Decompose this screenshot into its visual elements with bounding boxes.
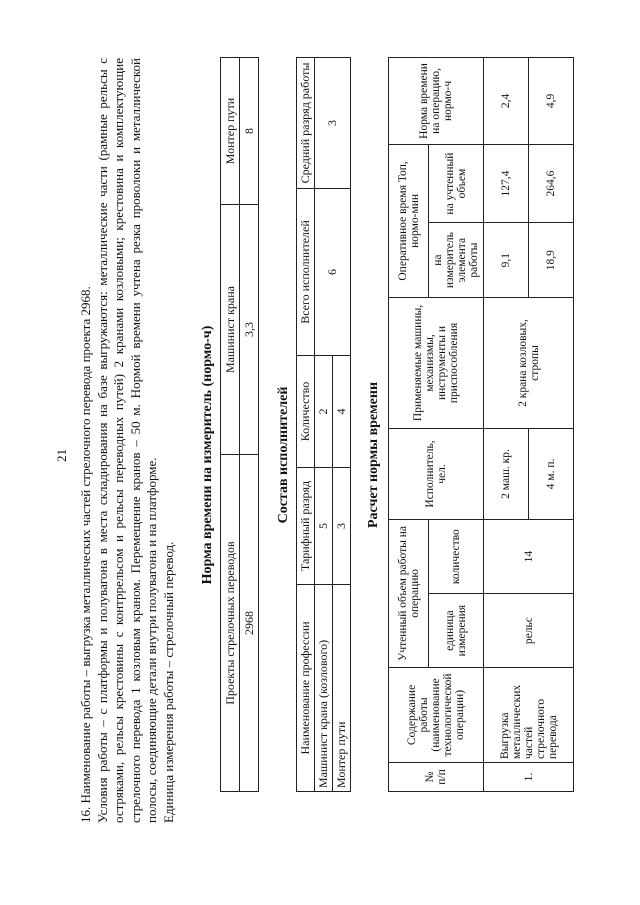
norm-header-operator: Машинист крана — [221, 205, 240, 455]
norm-header-trackman: Монтер пути — [221, 58, 240, 205]
staff-grade-operator: 5 — [315, 468, 333, 585]
calc-row-norm-trackman: 4,9 — [529, 58, 574, 145]
staff-header-profession: Наименование профессии — [297, 585, 315, 792]
norm-cell-operator: 3,3 — [240, 205, 259, 455]
calc-header-content: Содержание работы (наименование технологической операции) — [389, 667, 484, 762]
work-conditions: Условия работы – с платформы и полувагона в места складирования на базе выгружаются: металлические части (рамные рельсы с остряками, рельсы крестовины с контррельсом и рельсы переводных путей) 2 кранами козловыми; крестовина и комплектующие стрелочного перевода 1 козловым краном. Перемещение кранов – 50 м. Нормой времени учтена резка проволоки и металлической полосы, соединяющие детали внутри полувагона и на платформе. — [94, 58, 159, 823]
calc-header-optime: Оперативное время Топ, нормо-мин — [389, 144, 429, 297]
calc-row-norm-operator: 2,4 — [484, 58, 529, 145]
staff-avg-grade: 3 — [315, 58, 351, 189]
staff-qty-operator: 2 — [315, 356, 333, 468]
calc-header-per-volume: на учтенный объем — [429, 144, 484, 222]
staff-total: 6 — [315, 189, 351, 356]
calc-row-performer-trackman: 4 м. п. — [529, 429, 574, 520]
calc-header-performer: Исполнитель, чел. — [389, 429, 484, 520]
calc-header-volume: Учтенный объем работы на операцию — [389, 519, 429, 667]
staff-header-avg: Средний разряд работы — [297, 58, 315, 189]
calc-header-per-unit: на измеритель элемента работы — [429, 223, 484, 298]
calc-row-per-volume-operator: 127,4 — [484, 144, 529, 222]
calc-table — [388, 57, 574, 792]
calc-row-qty: 14 — [484, 519, 574, 593]
calc-header-tools: Применяемые машины, механизмы, инструменты и приспособления — [389, 297, 484, 428]
calc-header-unit: единица измерения — [429, 594, 484, 668]
page-number: 21 — [54, 449, 69, 462]
work-title: 16. Наименование работы – выгрузка металлических частей стрелочного перевода проекта 2968. — [78, 286, 93, 823]
norm-table — [220, 57, 259, 792]
staff-header-qty: Количество — [297, 356, 315, 468]
staff-header-grade: Тарифный разряд — [297, 468, 315, 585]
calc-row-num: 1. — [484, 763, 574, 792]
staff-heading: Состав исполнителей — [276, 386, 291, 524]
calc-heading: Расчет нормы времени — [366, 381, 381, 529]
norm-heading: Норма времени на измеритель (нормо-ч) — [200, 325, 215, 585]
calc-header-norm: Норма времени на операцию, нормо-ч — [389, 58, 484, 145]
calc-row-per-unit-operator: 9,1 — [484, 223, 529, 298]
norm-cell-trackman: 8 — [240, 58, 259, 205]
calc-row-content: Выгрузка металлических частей стрелочного перевода — [484, 667, 574, 762]
staff-table — [296, 57, 351, 792]
calc-header-num: № п/п — [389, 763, 484, 792]
norm-header-project: Проекты стрелочных переводов — [221, 455, 240, 792]
calc-row-unit: рельс — [484, 594, 574, 668]
staff-header-total: Всего исполнителей — [297, 189, 315, 356]
work-description — [78, 58, 177, 823]
calc-row-per-unit-trackman: 18,9 — [529, 223, 574, 298]
calc-row-tools: 2 крана козловых, стропы — [484, 297, 574, 428]
work-unit: Единица измерения работы – стрелочный перевод. — [160, 541, 176, 823]
calc-header-qty: количество — [429, 519, 484, 593]
norm-cell-project: 2968 — [240, 455, 259, 792]
calc-row-per-volume-trackman: 264,6 — [529, 144, 574, 222]
staff-profession-operator: Машинист крана (козлового) — [315, 585, 333, 792]
calc-row-performer-operator: 2 маш. кр. — [484, 429, 529, 520]
staff-profession-trackman: Монтер пути — [333, 585, 351, 792]
staff-qty-trackman: 4 — [333, 356, 351, 468]
staff-grade-trackman: 3 — [333, 468, 351, 585]
